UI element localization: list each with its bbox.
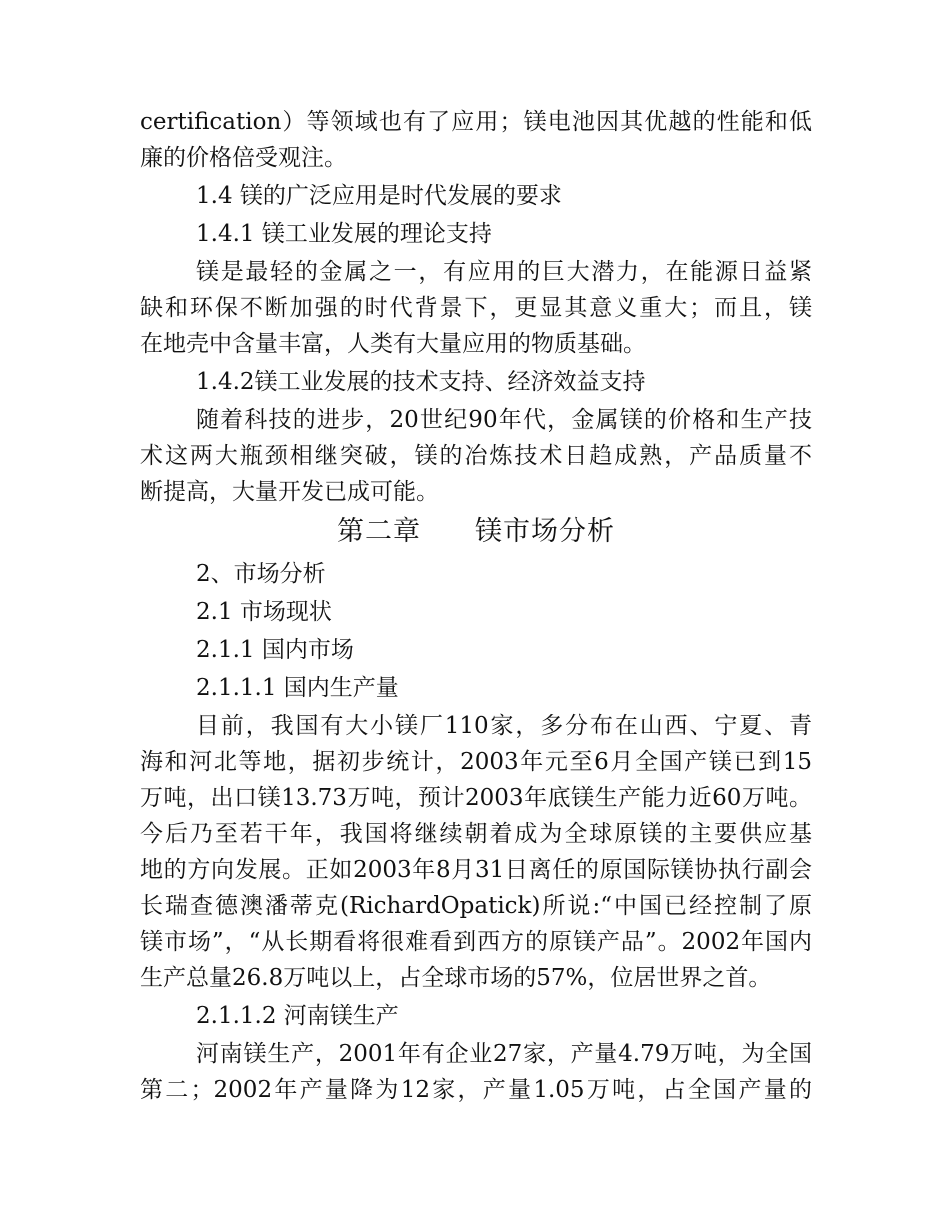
paragraph-line: 今后乃至若干年，我国将继续朝着成为全球原镁的主要供应基 [140,821,812,847]
paragraph-2-1-1-1 [140,708,812,996]
chapter-title [140,510,812,554]
paragraph-line: 廉的价格倍受观注。 [140,145,347,171]
intro-paragraph [140,104,812,176]
paragraph-line: 第二；2002年产量降为12家，产量1.05万吨，占全国产量的 [140,1077,812,1103]
paragraph-2-1-1-2 [140,1036,812,1108]
section-heading-2-1-1: 2.1.1 国内市场 [196,637,354,663]
paragraph-line: 河南镁生产，2001年有企业27家，产量4.79万吨，为全国 [196,1041,812,1067]
paragraph-line: 目前，我国有大小镁厂110家，多分布在山西、宁夏、青 [196,713,812,739]
chapter-name: 镁市场分析 [475,516,615,547]
paragraph-line: 缺和环保不断加强的时代背景下，更显其意义重大；而且，镁 [140,295,812,321]
chapter-number: 第二章 [337,516,421,547]
paragraph-line: 地的方向发展。正如​2003年8月31日离任的原国际镁协执行副会 [140,857,812,883]
paragraph-line: 长瑞查德澳潘蒂克(RichardOpatick)所说:“中国已经控制了原 [140,893,812,919]
section-heading-1-4-1: 1.4.1 镁工业发展的理论支持 [196,221,492,247]
paragraph-line: 在地壳中含量丰富，人类有大量应用的物质基础。 [140,331,646,357]
section-heading-1-4: 1.4 镁的广泛应用是时代发展的要求 [196,183,562,209]
section-heading-2: 2、市场分析 [196,561,326,587]
paragraph-line: 镁市场”，“从长期看将很难看到西方的原镁产品”。2002年国内 [140,929,812,955]
paragraph-line: 镁是最轻的金属之一，有应用的巨大潜力，在能源日益紧 [196,259,812,285]
paragraph-line: 万吨，出口镁13.73万吨，预计2003年底镁生产能力近60万吨。 [140,785,812,811]
paragraph-line: 生产总量26.8万吨以上，占全球市场的57%，位居世界之首。 [140,965,772,991]
paragraph-line: 随着科技的进步，20世纪90年代，金属镁的价格和生产技 [196,407,812,433]
section-heading-2-1-1-1: 2.1.1.1 国内生产量 [196,675,399,701]
section-heading-1-4-2: 1.4.2镁工业发展的技术支持、经济效益支持 [196,369,646,395]
paragraph-1-4-1 [140,254,812,362]
paragraph-line: 断提高，大量开发已成可能。 [140,479,439,505]
paragraph-line: certification）等领域也有了应用；镁电池因其优越的性能和低 [140,109,812,135]
paragraph-line: 海和河北等地，据初步统计，2003年元至6月全国产镁已到15 [140,749,812,775]
paragraph-line: 术这两大瓶颈相继突破，镁的冶炼技术日趋成熟，产品质量不 [140,443,812,469]
paragraph-1-4-2 [140,402,812,510]
section-heading-2-1: 2.1 市场现状 [196,599,332,625]
document-page [140,104,812,1108]
section-heading-2-1-1-2: 2.1.1.2 河南镁生产 [196,1003,399,1029]
